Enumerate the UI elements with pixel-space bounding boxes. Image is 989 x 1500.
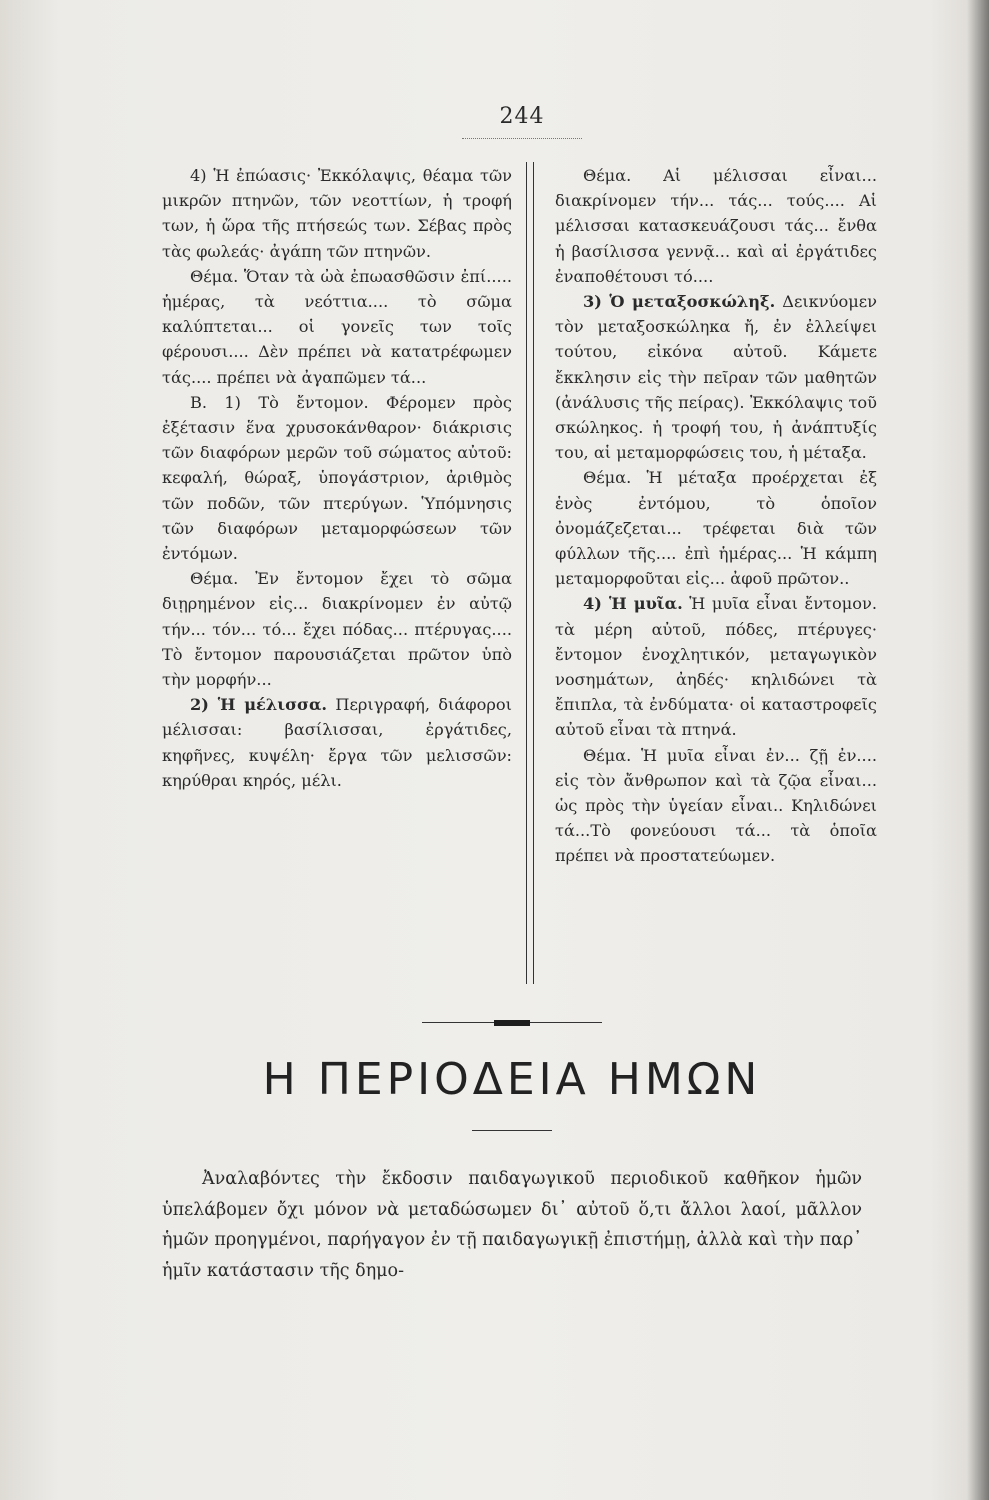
left-paragraph-1: 4) Ἡ ἐπώασις· Ἐκκόλαψις, θέαμα τῶν μικρῶν πτηνῶν, τῶν νεοττίων, ἡ τροφή των, ἡ ὥρα τῆς πτήσεώς των. Σέβας πρὸς τὰς φωλεάς· ἀγάπη τῶν πτηνῶν. — [162, 166, 512, 261]
right-column — [555, 163, 877, 869]
right-paragraph-1: Θέμα. Αἱ μέλισσαι εἶναι... διακρίνομεν τήν... τάς... τούς.... Αἱ μέλισσαι κατασκευάζουσι τάς... ἔνθα ἡ βασίλισσα γεννᾷ... καὶ αἱ ἐργάτιδες ἐναποθέτουσι τό.... — [555, 166, 877, 286]
left-paragraph-4: Θέμα. Ἐν ἔντομον ἔχει τὸ σῶμα διῃρημένον εἰς... διακρίνομεν ἐν αὐτῷ τήν... τόν... τό... ἔχει πόδας... πτέρυγας.... Τὸ ἔντομον παρουσιάζεται πρῶτον ὑπὸ τὴν μορφήν... — [162, 569, 512, 690]
section-ornament — [422, 1020, 602, 1026]
column-divider — [526, 162, 534, 984]
left-column — [162, 163, 512, 793]
body-paragraph: Ἀναλαβόντες τὴν ἔκδοσιν παιδαγωγικοῦ περιοδικοῦ καθῆκον ἡμῶν ὑπελάβομεν ὄχι μόνον νὰ μεταδώσωμεν δι᾽ αὐτοῦ ὅ,τι ἄλλοι λαοί, μᾶλλον ἡμῶν προηγμένοι, παρήγαγον ἐν τῇ παιδαγωγικῇ ἐπιστήμῃ, ἀλλὰ καὶ τὴν παρ᾽ ἡμῖν κατάστασιν τῆς δημο- — [162, 1169, 862, 1281]
right-paragraph-4-lead: 4) Ἡ μυῖα. — [583, 594, 683, 614]
heading-rule — [472, 1130, 552, 1131]
right-paragraph-2-text: Δεικνύομεν τὸν μεταξοσκώληκα ἤ, ἐν ἐλλείψει τούτου, εἰκόνα αὐτοῦ. Κάμετε ἔκκλησιν εἰς τὴν πεῖραν τῶν μαθητῶν (ἀνάλυσις τῆς πείρας). Ἐκκόλαψις τοῦ σκώληκος. ἡ τροφή του, ἡ ἀνάπτυξίς του, αἱ μεταμορφώσεις του, ἡ μέταξα. — [555, 292, 877, 463]
left-paragraph-3 — [162, 390, 512, 566]
left-paragraph-2: Θέμα. Ὅταν τὰ ὠὰ ἐπωασθῶσιν ἐπί..... ἡμέρας, τὰ νεόττια.... τὸ σῶμα καλύπτεται... οἱ γονεῖς των τοῖς φέρουσι.... Δὲν πρέπει νὰ κατατρέφωμεν τάς.... πρέπει νὰ ἀγαπῶμεν τά... — [162, 266, 512, 387]
ornament-block — [494, 1020, 530, 1026]
left-paragraph-5-text: Περιγραφή, διάφοροι μέλισσαι: βασίλισσαι, ἐργάτιδες, κηφῆνες, κυψέλη· ἔργα τῶν μελισσῶν: κηρύθραι κηρός, μέλι. — [162, 695, 512, 790]
header-rule — [462, 138, 582, 139]
left-paragraph-5 — [162, 692, 512, 793]
body-text — [162, 1164, 862, 1286]
right-paragraph-2-lead: 3) Ὁ μεταξοσκώληξ. — [583, 292, 776, 312]
page-number: 244 — [499, 104, 545, 129]
left-paragraph-5-lead: 2) Ἡ μέλισσα. — [190, 695, 328, 715]
right-paragraph-4-text: Ἡ μυῖα εἶναι ἔντομον. τὰ μέρη αὐτοῦ, πόδες, πτέρυγες· ἔντομον ἐνοχλητικόν, μεταγωγικὸν νοσημάτων, ἀηδές· κηλιδώνει τὰ ἔπιπλα, τὰ ἐνδύματα· οἱ καταστροφεῖς αὐτοῦ εἶναι τὰ πτηνά. — [555, 594, 877, 740]
left-paragraph-3-text: Φέρομεν πρὸς ἐξέτασιν ἕνα χρυσοκάνθαρον· διάκρισις τῶν διαφόρων μερῶν τοῦ σώματος αὐτοῦ: κεφαλή, θώραξ, ὑπογάστριον, ἀριθμὸς τῶν ποδῶν, τῶν πτερύγων. Ὑπόμνησις τῶν διαφόρων μεταμορφώσεων τῶν ἐντόμων. — [162, 392, 512, 564]
page-edge-shadow — [967, 0, 989, 1500]
right-paragraph-4 — [555, 591, 877, 742]
section-heading: Η ΠΕΡΙΟΔΕΙΑ ΗΜΩΝ — [262, 1054, 762, 1105]
left-paragraph-3-lead: Β. 1) Τὸ ἔντομον. — [190, 392, 369, 412]
right-paragraph-3: Θέμα. Ἡ μέταξα προέρχεται ἐξ ἑνὸς ἐντόμου, τὸ ὁποῖον ὀνομάζεζεται... τρέφεται διὰ τῶν φύλλων τῆς.... ἐπὶ ἡμέρας... Ἡ κάμπη μεταμορφοῦται εἰς... ἀφοῦ πρῶτον.. — [555, 468, 877, 589]
right-paragraph-2 — [555, 289, 877, 465]
right-paragraph-5: Θέμα. Ἡ μυῖα εἶναι ἐν... ζῇ ἐν.... εἰς τὸν ἄνθρωπον καὶ τὰ ζῷα εἶναι... ὡς πρὸς τὴν ὑγείαν εἶναι.. Κηλιδώνει τά...Τὸ φονεύουσι τά... τὰ ὁποῖα πρέπει νὰ προστατεύωμεν. — [555, 745, 877, 866]
